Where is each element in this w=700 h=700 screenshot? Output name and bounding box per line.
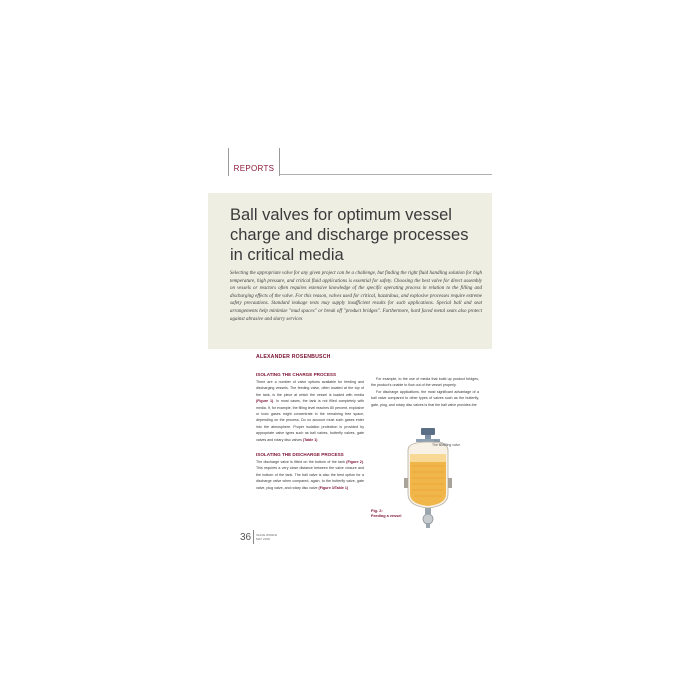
figure-label: The isolating valve — [432, 443, 461, 447]
folio-meta: VALVE WORLD MAY 2018 — [256, 533, 278, 541]
title-box — [208, 193, 492, 349]
text-column-left — [256, 372, 364, 491]
vessel-illustration — [386, 428, 476, 528]
text-column-right — [371, 376, 479, 408]
header-rule — [280, 174, 492, 175]
folio-divider — [253, 530, 254, 544]
figure-ref[interactable]: (Figure 2) — [346, 460, 363, 465]
table-ref[interactable]: (Table 1) — [302, 437, 318, 442]
paragraph-discharge: The discharge valve is fitted on the bottom of the tank (Figure 2). This requires a very close distance between the valve closure and the bottom of the tank. The ball valve is also the best option for a discharge valve when compared, again, to the butterfly valve, gate valve, plug valve, and rotary disc valve (Figure 3/Table 1) — [256, 460, 364, 490]
paragraph-bridges: For example, to the use of media that build up product bridges, the product's unable to flow out of the vessel properly. — [371, 377, 479, 388]
subhead-discharge: ISOLATING THE DISCHARGE PROCESS — [256, 452, 344, 458]
author-name: ALEXANDER ROSENBUSCH — [256, 354, 331, 360]
page-number: 36 — [240, 532, 252, 543]
figure-caption-title: Fig. 2: — [371, 508, 383, 513]
subhead-charge: ISOLATING THE CHARGE PROCESS — [256, 372, 337, 377]
figure-ref[interactable]: (Figure 1) — [256, 399, 274, 404]
paragraph-charge: There are a number of valve options available for feeding and discharging vessels. The feeding valve, often located at the top of the tank, is the piece at which the vessel is loaded with media (Figure 1). In most cases, the tank is not filled completely with media. If, for example, the filling level reaches 80 percent, explosive or toxic gases might concentrate in the remaining free space, depending on the process. Do no account must such gases enter into the atmosphere. Proper isolation protection is provided by appropriate valve types such as ball valves, butterfly valves, gate valves and rotary disc valves (Table 1) — [256, 380, 364, 442]
section-label: REPORTS — [233, 164, 275, 173]
article-title: Ball valves for optimum vessel charge and discharge processes in critical media — [230, 206, 469, 264]
magazine-page — [208, 148, 492, 546]
section-tag — [228, 148, 280, 176]
figure-caption-text: Feeding a vessel — [371, 514, 402, 518]
table-ref[interactable]: (Figure 3/Table 1) — [318, 485, 349, 490]
paragraph-advantage: For discharge applications, the most significant advantage of a ball valve compared to other types of valves such as the butterfly, gate, plug, and rotary disc valves is that the ball valve provides the — [371, 389, 479, 407]
article-abstract: Selecting the appropriate valve for any given project can be a challenge, but finding the right fluid handling solution for high temperature, high pressure, and critical fluid applications is essential for safety. Choosing the best valve for direct assembly on vessels or reactors often requires extensive knowledge of the specific operating process in relation to the filling and discharging effects of the valve. For this reason, valves used for critical, hazardous, and explosive processes require extreme safety precautions. Standard leakage tests may supply insufficient results for such applications. Special ball and seat arrangements help minimize "mud spaces" or break off "product bridges". Furthermore, hard faced metal seats also protect against abrasive and slurry services — [230, 271, 482, 322]
